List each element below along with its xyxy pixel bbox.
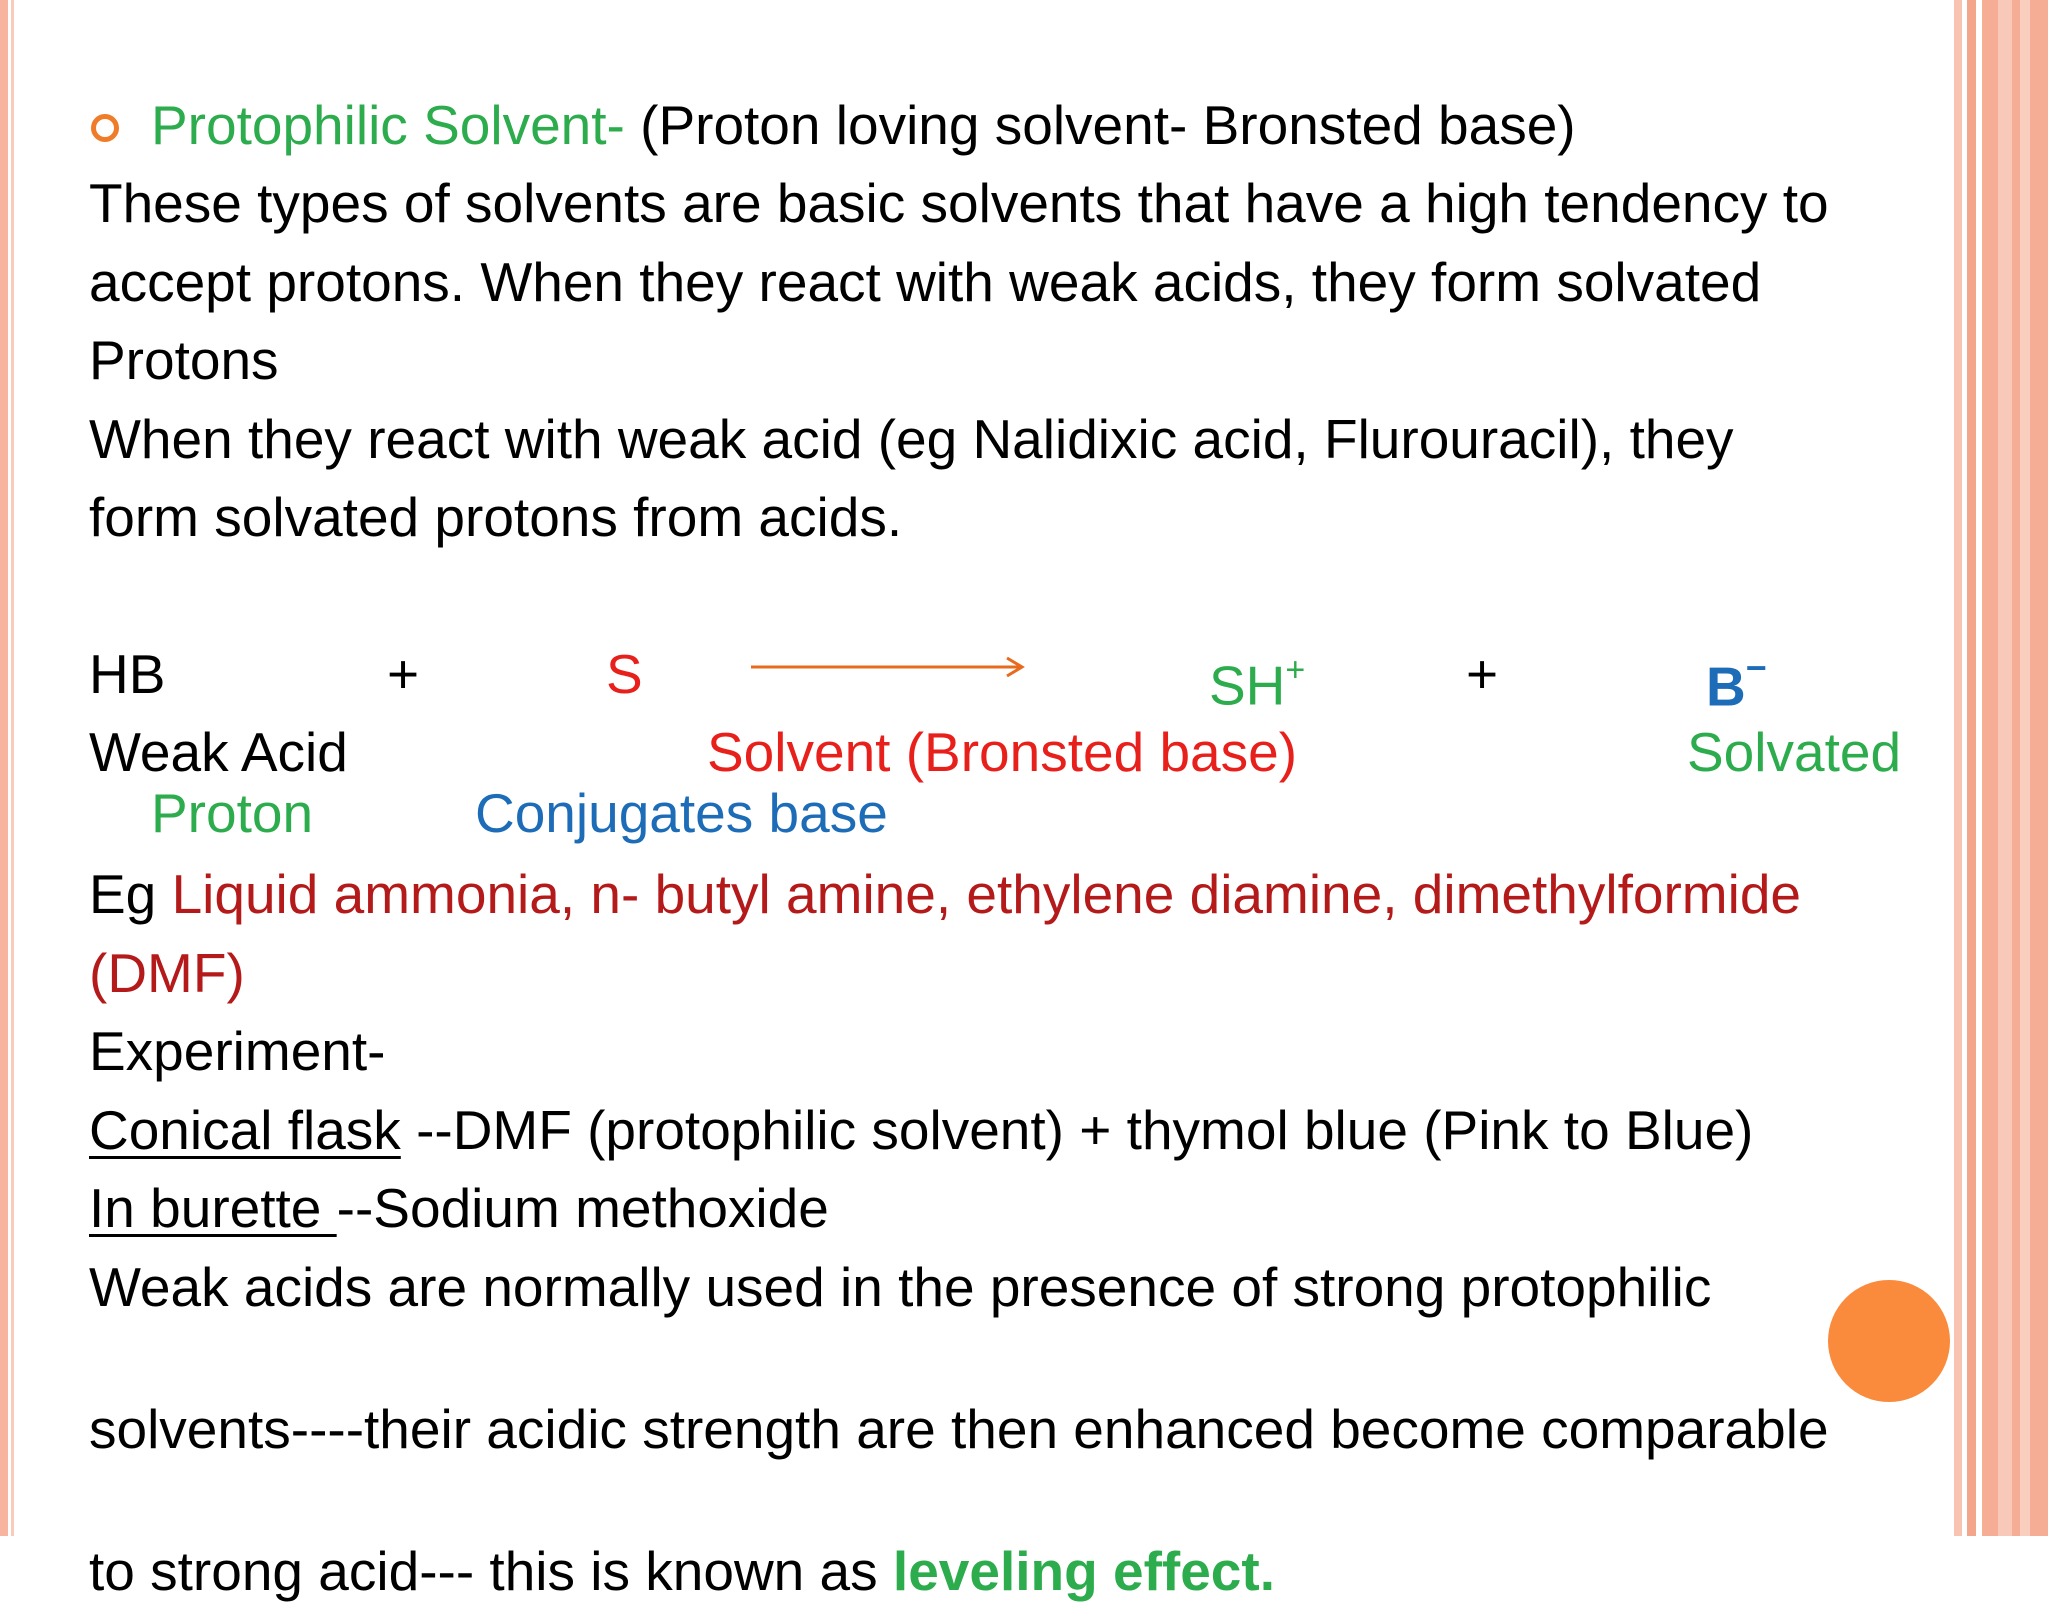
hollow-circle-bullet-icon xyxy=(91,114,119,142)
equation-product-b-charge: − xyxy=(1745,647,1767,688)
slide-heading xyxy=(151,93,1576,157)
equation-product-sh-text: SH xyxy=(1209,654,1286,717)
conclusion-text: to strong acid--- this is known as xyxy=(89,1540,893,1602)
label-solvent: Solvent (Bronsted base) xyxy=(707,721,1298,783)
paragraph-line: accept protons. When they react with weak acids, they form solvated xyxy=(89,251,1762,313)
examples-prefix: Eg xyxy=(89,863,157,925)
paragraph-line: form solvated protons from acids. xyxy=(89,486,903,548)
heading-subtitle: (Proton loving solvent- Bronsted base) xyxy=(640,94,1576,156)
flask-text: --DMF (protophilic solvent) + thymol blue (Pink to Blue) xyxy=(400,1099,1754,1161)
examples-list-cont: (DMF) xyxy=(89,942,245,1004)
flask-label: Conical flask xyxy=(89,1099,401,1161)
frame-stripe-left xyxy=(0,0,8,1536)
conclusion-line xyxy=(89,1539,2048,1603)
experiment-burette-line xyxy=(89,1176,829,1240)
label-conjugate-base: Conjugates base xyxy=(475,782,888,844)
experiment-flask-line xyxy=(89,1098,1753,1162)
burette-label: In burette xyxy=(89,1177,337,1239)
equation-reactant-s: S xyxy=(606,643,643,705)
label-solvated: Solvated xyxy=(1687,721,1902,783)
frame-stripe-left-thin xyxy=(11,0,14,1536)
equation-product-sh-charge: + xyxy=(1285,651,1306,689)
equation-plus: + xyxy=(387,643,420,705)
leveling-effect-highlight: leveling effect. xyxy=(892,1540,1275,1602)
examples-line xyxy=(89,862,1801,926)
burette-text: --Sodium methoxide xyxy=(336,1177,829,1239)
paragraph-line: When they react with weak acid (eg Nalidixic acid, Flurouracil), they xyxy=(89,408,1734,470)
equation-plus: + xyxy=(1466,643,1499,705)
label-proton: Proton xyxy=(151,782,314,844)
equation-reactant-hb: HB xyxy=(89,643,166,705)
equation-product-b-text: B xyxy=(1706,655,1746,718)
heading-title: Protophilic Solvent- xyxy=(151,94,625,156)
conclusion-line: solvents----their acidic strength are then enhanced become comparable xyxy=(89,1398,1829,1460)
experiment-title: Experiment- xyxy=(89,1020,386,1082)
paragraph-line: Protons xyxy=(89,329,279,391)
examples-list: Liquid ammonia, n- butyl amine, ethylene diamine, dimethylformide xyxy=(171,863,1801,925)
label-weak-acid: Weak Acid xyxy=(89,721,348,783)
paragraph-line: These types of solvents are basic solvents that have a high tendency to xyxy=(89,172,1829,234)
equation-product-b xyxy=(1706,642,1767,718)
equation-product-sh xyxy=(1209,642,1305,717)
right-arrow-icon xyxy=(751,655,1026,679)
conclusion-line: Weak acids are normally used in the presence of strong protophilic xyxy=(89,1256,1712,1318)
